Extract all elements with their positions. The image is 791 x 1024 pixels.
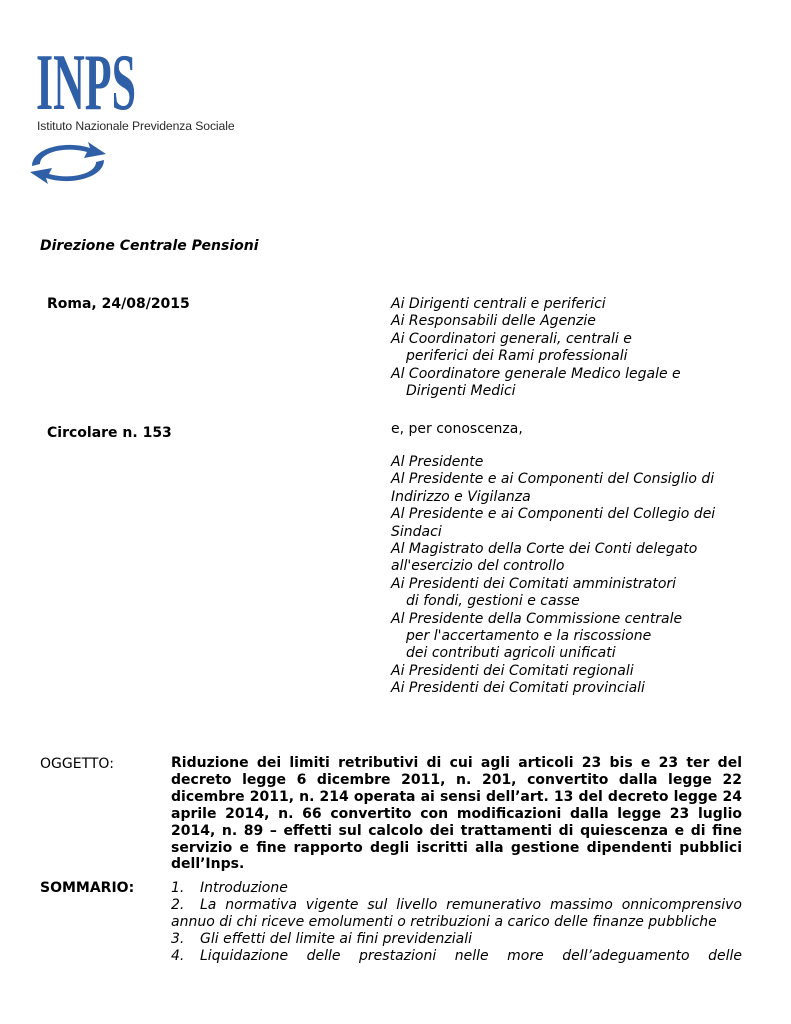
sommario-item [171, 897, 742, 931]
recipient-line: Ai Dirigenti centrali e periferici [391, 296, 606, 312]
recipient-line: Indirizzo e Vigilanza [391, 488, 531, 505]
circolare-number: Circolare n. 153 [47, 425, 172, 441]
recipient-line: Ai Presidenti dei Comitati provinciali [391, 680, 645, 697]
sommario-item-text: Liquidazione delle prestazioni nelle more dell’adeguamento delle [200, 947, 742, 964]
recipient-line: Sindaci [391, 523, 442, 540]
recipient-line: Dirigenti Medici [406, 383, 516, 400]
recipients-secondary [391, 454, 715, 698]
direzione-title: Direzione Centrale Pensioni [40, 238, 259, 254]
circular-arrows-icon [26, 138, 110, 188]
recipient-line: Al Presidente e ai Componenti del Consiglio di [391, 471, 715, 488]
recipient-line: Al Presidente della Commissione centrale [391, 610, 683, 627]
sommario-item-text: Introduzione [200, 880, 288, 896]
per-conoscenza-label: e, per conoscenza, [391, 421, 523, 437]
oggetto-label: OGGETTO: [40, 756, 114, 772]
recipient-line: dei contributi agricoli unificati [406, 645, 616, 662]
recipient-line: periferici dei Rami professionali [406, 348, 628, 365]
recipient-line: Al Magistrato della Corte dei Conti delegato [391, 541, 698, 558]
sommario-list [171, 880, 742, 965]
recipient-line: per l'accertamento e la riscossione [406, 628, 652, 645]
logo-subtitle: Istituto Nazionale Previdenza Sociale [37, 119, 235, 133]
recipient-line: all'esercizio del controllo [391, 558, 565, 575]
sommario-item-number: 3. [171, 930, 185, 947]
sommario-item-text: La normativa vigente sul livello remunerativo massimo onnicomprensivo annuo di chi riceve emolumenti o retribuzioni a carico delle finanze pubbliche [171, 896, 742, 930]
recipient-line: Al Presidente e ai Componenti del Collegio dei [391, 506, 716, 523]
recipient-line: Ai Responsabili delle Agenzie [391, 313, 596, 330]
sommario-item-number: 4. [171, 947, 185, 964]
sommario-item-text: Gli effetti del limite ai fini previdenziali [200, 930, 473, 947]
sommario-item [171, 931, 742, 948]
recipients-primary [391, 296, 681, 400]
inps-logo-wordmark [36, 46, 136, 112]
sommario-item-number: 1. [171, 880, 185, 896]
recipient-line: Ai Coordinatori generali, centrali e [391, 330, 632, 347]
recipient-line: Al Coordinatore generale Medico legale e [391, 365, 681, 382]
sommario-item [171, 948, 742, 965]
sommario-label: SOMMARIO: [40, 880, 135, 896]
recipient-line: di fondi, gestioni e casse [406, 593, 580, 610]
recipient-line: Al Presidente [391, 454, 484, 470]
recipient-line: Ai Presidenti dei Comitati regionali [391, 662, 634, 679]
oggetto-text: Riduzione dei limiti retributivi di cui agli articoli 23 bis e 23 ter del decreto legge 6 dicembre 2011, n. 201, convertito dalla legge 22 dicembre 2011, n. 214 operata ai sensi dell’art. 13 del decreto legge 24 aprile 2014, n. 66 convertito con modificazioni dalla legge 23 luglio 2014, n. 89 – effetti sul calcolo dei trattamenti di quiescenza e di fine servizio e fine rapporto degli iscritti alla gestione dipendenti pubblici dell’Inps. [171, 755, 742, 873]
place-date: Roma, 24/08/2015 [47, 296, 190, 312]
sommario-item [171, 880, 742, 897]
inps-wordmark-text: INPS [36, 46, 136, 112]
sommario-item-number: 2. [171, 896, 185, 913]
recipient-line: Ai Presidenti dei Comitati amministratori [391, 575, 677, 592]
